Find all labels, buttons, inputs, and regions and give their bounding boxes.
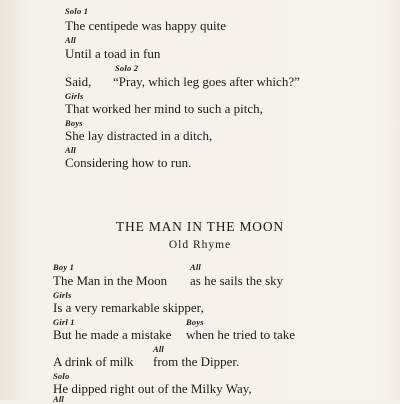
speaker-label: Girl 1	[53, 317, 75, 327]
verse-line: But he made a mistake	[53, 327, 172, 342]
speaker-label: All	[65, 145, 76, 155]
speaker-label: Girls	[65, 91, 84, 101]
speaker-label: All	[53, 394, 64, 404]
speaker-label: Boy 1	[53, 262, 75, 272]
verse-line: Is a very remarkable skipper,	[53, 300, 204, 315]
verse-line: The Man in the Moon	[53, 273, 168, 288]
speaker-label: All	[65, 35, 76, 45]
verse-line: from the Dipper.	[153, 354, 240, 369]
verse-line: She lay distracted in a ditch,	[65, 128, 213, 143]
poem-subtitle: Old Rhyme	[168, 239, 232, 251]
verse-line: Said,	[65, 74, 92, 89]
verse-line: when he tried to take	[186, 327, 296, 342]
verse-line: He dipped right out of the Milky Way,	[53, 381, 252, 396]
verse-line: A drink of milk	[53, 354, 134, 369]
poem-title: THE MAN IN THE MOON	[116, 219, 284, 234]
verse-line: Considering how to run.	[65, 155, 192, 170]
verse-line: Until a toad in fun	[65, 46, 161, 61]
speaker-label: Girls	[53, 290, 72, 300]
speaker-label: Solo 1	[65, 6, 89, 16]
verse-line: The centipede was happy quite	[65, 18, 226, 33]
speaker-label: Boys	[186, 317, 204, 327]
speaker-label: Solo 2	[115, 63, 139, 73]
speaker-label: All	[153, 344, 164, 354]
verse-line: “Pray, which leg goes after which?”	[113, 74, 300, 89]
verse-line: That worked her mind to such a pitch,	[65, 101, 263, 116]
verse-line: as he sails the sky	[190, 273, 284, 288]
speaker-label: Solo	[53, 371, 70, 381]
speaker-label: All	[190, 262, 201, 272]
speaker-label: Boys	[65, 118, 83, 128]
